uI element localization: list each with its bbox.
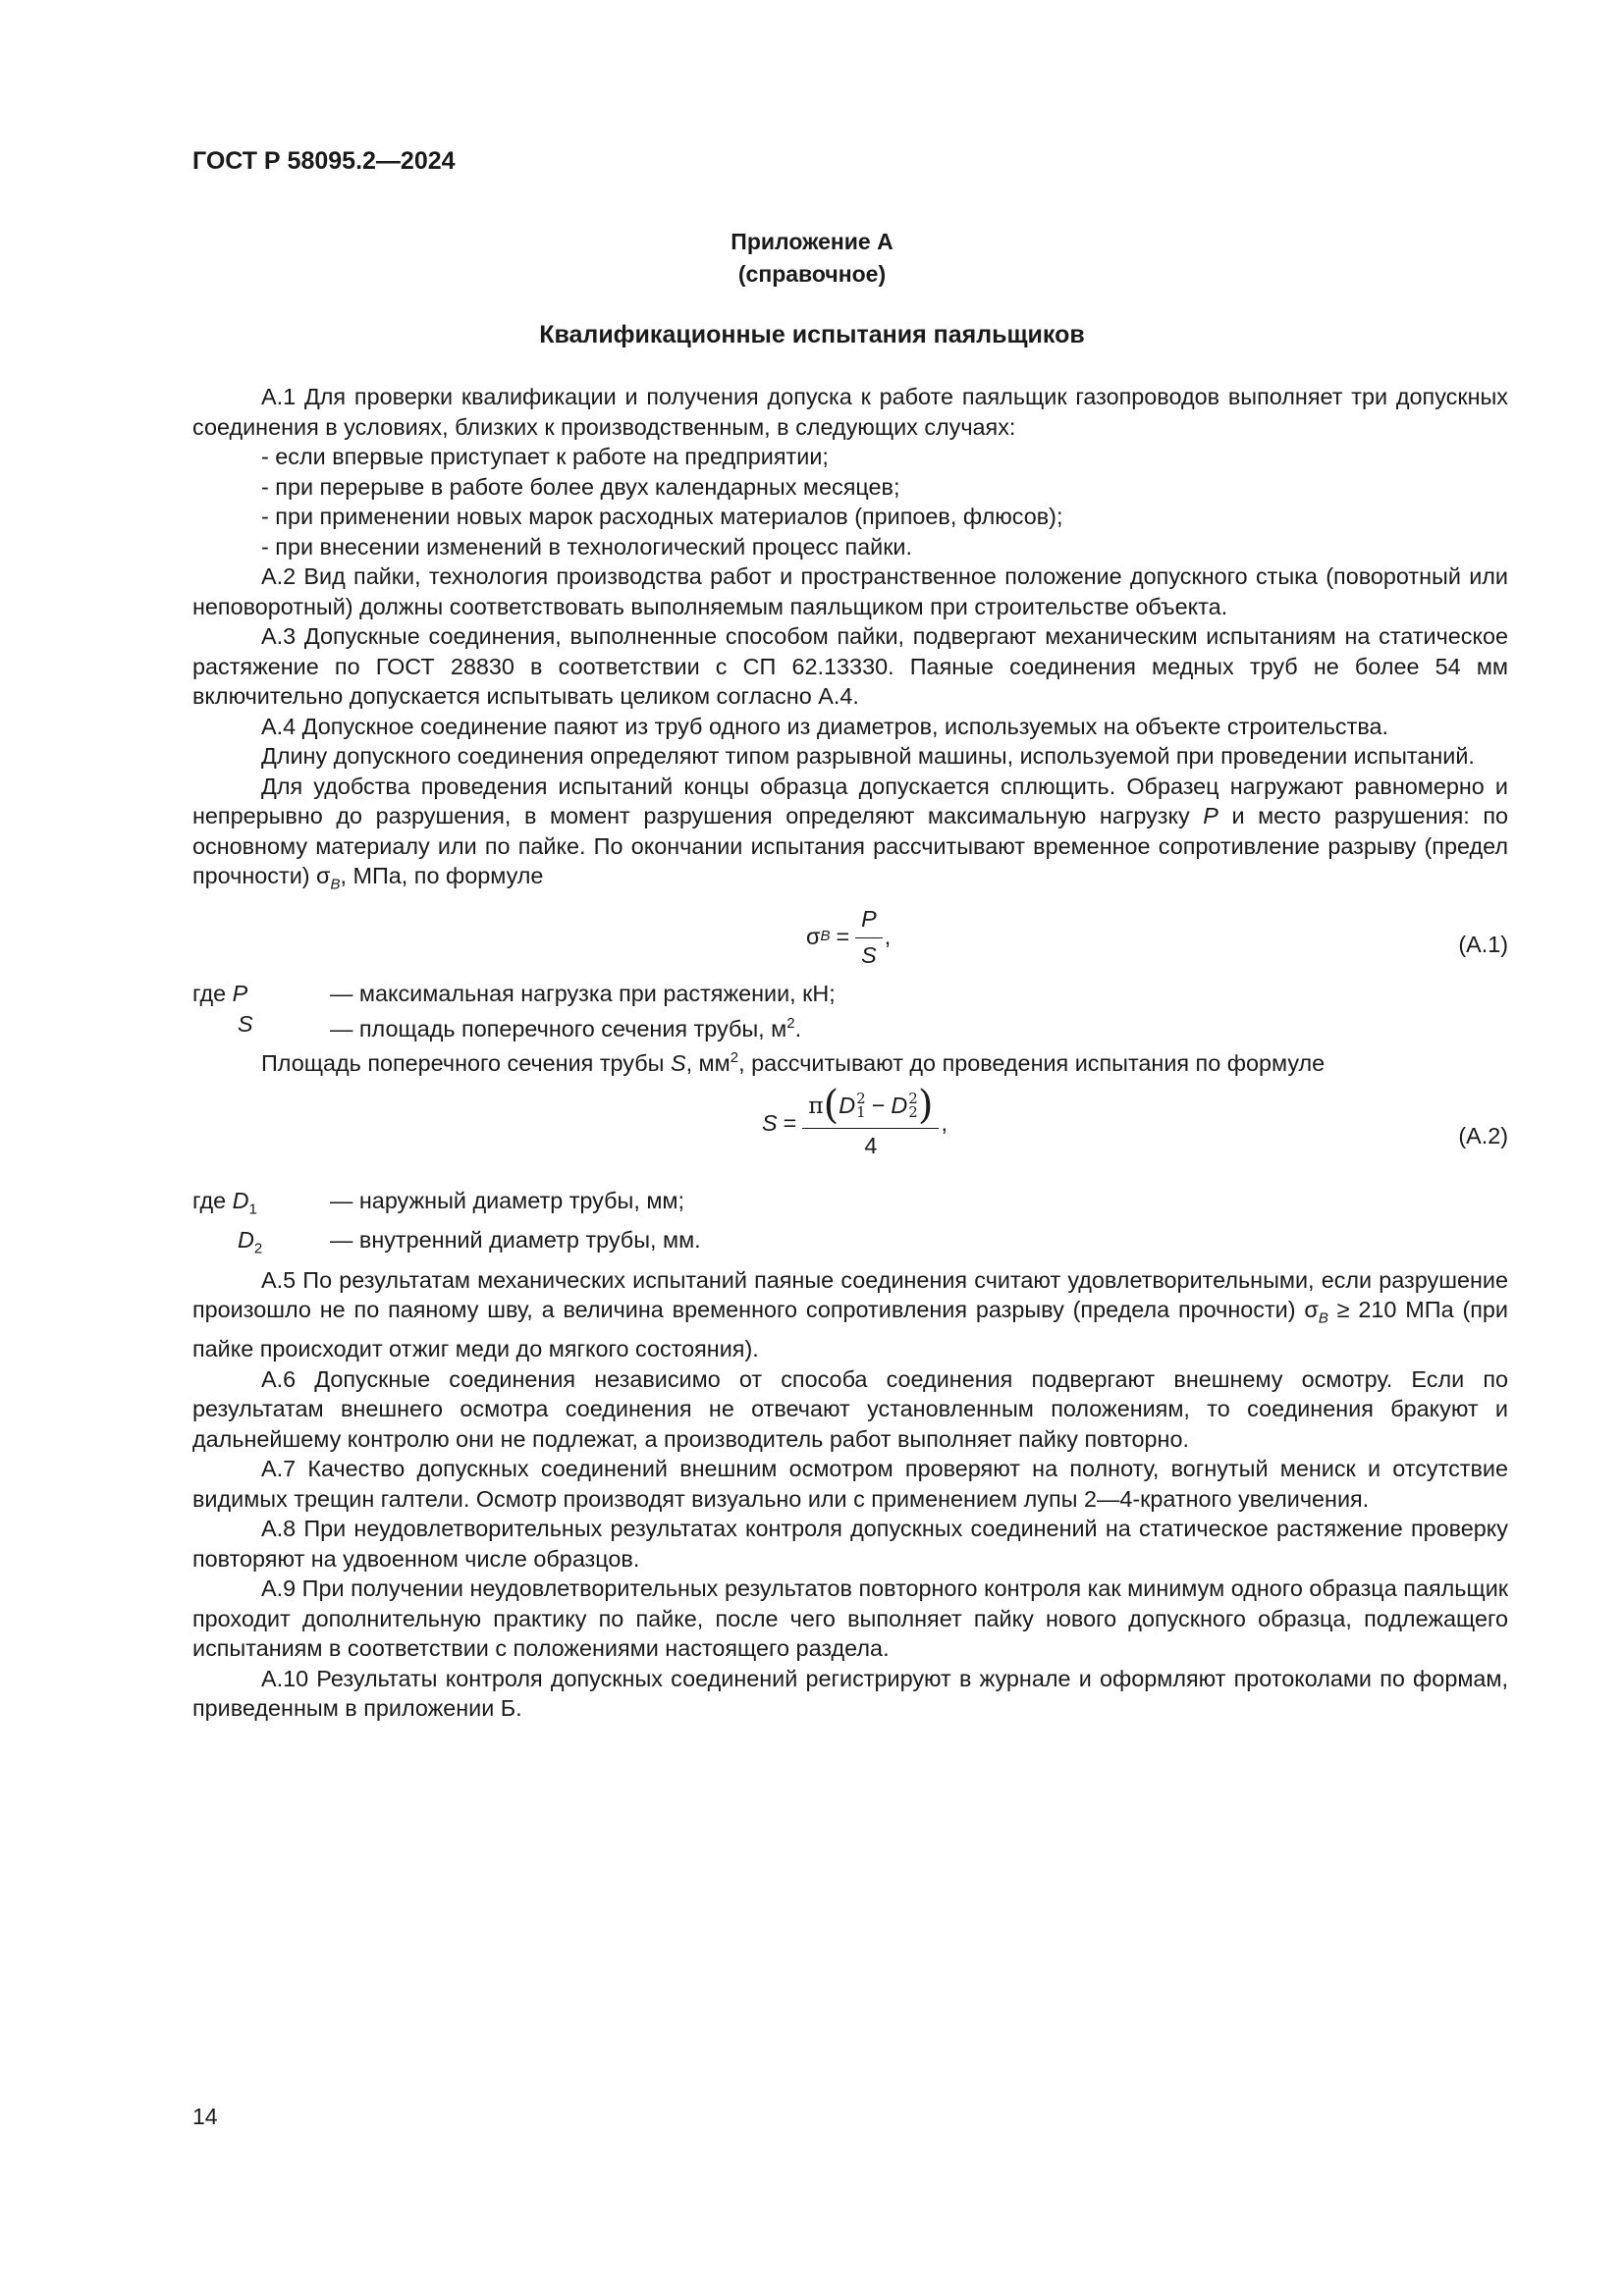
fraction: $\frac{P}{S}$ [855, 904, 883, 970]
appendix-title: Приложение А [731, 229, 893, 254]
list-item: - при перерыве в работе более двух календарных месяцев; [261, 473, 900, 500]
list-item: - при внесении изменений в технологический процесс пайки. [261, 533, 912, 560]
paragraph-a9: А.9 При получении неудовлетворительных результатов повторного контроля как минимум одного образца паяльщик проходит дополнительную практику по пайке, после чего выполняет пайку нового допускного образца, подлежащего испытаниям в соответствии с положениями настоящего раздела. [192, 1575, 1508, 1662]
paragraph-a4-length: Длину допускного соединения определяют типом разрывной машины, используемой при проведении испытаний. [261, 743, 1475, 769]
list-item: - если впервые приступает к работе на предприятии; [261, 444, 829, 469]
paragraph-a6: А.6 Допускные соединения независимо от способа соединения подвергают внешнему осмотру. Если по результатам внешнего осмотра соединения не отвечают установленным положениям, то соединения бракуют и дальнейшему контролю они не подлежат, а производитель работ выполняет пайку повторно. [192, 1365, 1508, 1452]
equation-number: (А.1) [1458, 932, 1508, 958]
paragraph-a10: А.10 Результаты контроля допускных соединений регистрируют в журнале и оформляют протоколами по формам, приведенным в приложении Б. [192, 1665, 1508, 1722]
formula-a1-legend: где P — максимальная нагрузка при растяжении, кН; S — площадь поперечного сечения трубы, $м^2$. [192, 981, 836, 1041]
fraction: π ( D 2 1 − D 2 2 ) 4 [802, 1086, 939, 1161]
paragraph-a3: А.3 Допускные соединения, выполненные способом пайки, подвергают механическим испытаниям на статическое растяжение по ГОСТ 28830 в соответствии с СП 62.13330. Паяные соединения медных труб не более 54 мм включительно допускается испытывать целиком согласно А.4. [192, 623, 1508, 709]
paragraph-a4: А.4 Допускное соединение паяют из труб одного из диаметров, используемых на объекте строительства. [261, 713, 1389, 739]
paragraph-a4-test: Для удобства проведения испытаний концы образца допускается сплющить. Образец нагружают равномерно и непрерывно до разрушения, в момент разрушения определяют максимальную нагрузку P и место разрушения: по основному материалу или по пайке. По окончании испытания рассчитывают временное сопротивление разрыву (предел прочности) $\sigma_B$, МПа, по формуле [192, 773, 1508, 893]
appendix-type: (справочное) [737, 261, 887, 287]
paragraph-a8: А.8 При неудовлетворительных результатах контроля допускных соединений на статическое растяжение проверку повторяют на удвоенном числе образцов. [192, 1516, 1508, 1572]
section-title: Квалификационные испытания паяльщиков [539, 321, 1085, 348]
standard-header: ГОСТ Р 58095.2—2024 [192, 147, 456, 175]
paragraph-a1: А.1 Для проверки квалификации и получения допуска к работе паяльщик газопроводов выполняет три допускных соединения в условиях, близких к производственным, в следующих случаях: [192, 384, 1508, 440]
formula-a2 [192, 1078, 1508, 1186]
formula-a2-legend: где $D_1$ — наружный диаметр трубы, мм; $D_2$ — внутренний диаметр трубы, мм. [192, 1188, 701, 1258]
paragraph-a7: А.7 Качество допускных соединений внешним осмотром проверяют на полноту, вогнутый мениск и отсутствие видимых трещин галтели. Осмотр производят визуально или с применением лупы 2—4-кратного увеличения. [192, 1456, 1508, 1512]
paragraph-a5: А.5 По результатам механических испытаний паяные соединения считают удовлетворительными, если разрушение произошло не по паяному шву, а величина временного сопротивления разрыву (предела прочности) $\sigma_B \ge 210$ МПа (при пайке происходит отжиг меди до мягкого состояния). [192, 1266, 1508, 1362]
page-number: 14 [192, 2104, 218, 2129]
formula-a1-expression: σ B = $\frac{P}{S}$ , [806, 904, 891, 970]
list-item: - при применении новых марок расходных материалов (припоев, флюсов); [261, 504, 1063, 529]
paragraph-a2: А.2 Вид пайки, технология производства работ и пространственное положение допускного стыка (поворотный или неповоротный) должны соответствовать выполняемым паяльщиком при строительстве объекта. [192, 563, 1508, 619]
formula-a2-expression: S = π ( D 2 1 − D 2 2 ) 4 , [762, 1086, 947, 1161]
appendix-heading [0, 226, 1624, 291]
equation-number: (А.2) [1458, 1123, 1508, 1149]
paragraph-a4-area: Площадь поперечного сечения трубы S, $мм^2$, рассчитывают до проведения испытания по формуле [261, 1048, 1326, 1076]
formula-a1 [192, 900, 1508, 979]
document-body [192, 382, 1508, 1724]
